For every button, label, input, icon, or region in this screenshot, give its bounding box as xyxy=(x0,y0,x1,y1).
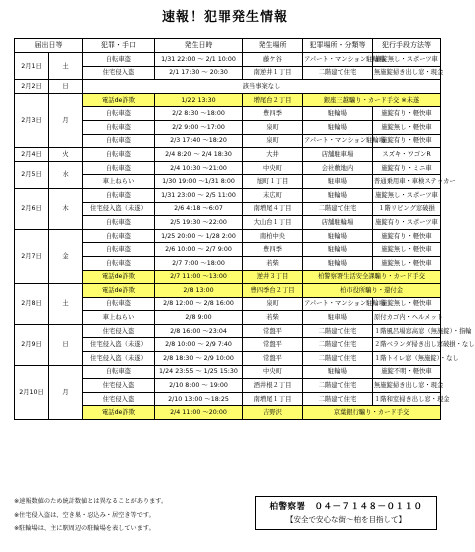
crime-cell: 自転車盗 xyxy=(83,243,155,257)
crime-cell: 電話de詐欺 xyxy=(83,406,155,420)
time-cell: 2/3 17:40 ～18:20 xyxy=(155,134,243,148)
police-contact-box xyxy=(255,496,437,530)
method-cell: ２階ベランダ掃き出し窓破損・なし xyxy=(373,338,441,352)
crime-cell: 自転車盗 xyxy=(83,107,155,121)
method-cell: 施錠有り・スポーツ車 xyxy=(373,216,441,230)
place-cell: 豊四季 xyxy=(243,107,303,121)
category-cell: 二階建て住宅 xyxy=(303,202,373,216)
place-cell: 大山台１丁目 xyxy=(243,216,303,230)
crime-cell: 住宅侵入盗（未遂） xyxy=(83,202,155,216)
header-category: 犯罪場所・分類等 xyxy=(303,39,373,53)
weekday-cell: 金 xyxy=(49,229,83,283)
table-row xyxy=(15,53,441,67)
time-cell: 2/7 7:00 ～18:00 xyxy=(155,256,243,270)
method-cell: １階和室掃き出し窓・現金 xyxy=(373,392,441,406)
weekday-cell: 水 xyxy=(49,161,83,188)
date-cell: 2月2日 xyxy=(15,80,49,94)
crime-cell: 電話de詐欺 xyxy=(83,284,155,298)
place-cell: 若柴 xyxy=(243,256,303,270)
category-cell: 二階建て住宅 xyxy=(303,392,373,406)
category-cell: 駐輪場 xyxy=(303,107,373,121)
time-cell: 1/24 23:55 ～ 1/25 15:30 xyxy=(155,365,243,379)
crime-cell: 自転車盗 xyxy=(83,120,155,134)
date-cell: 2月5日 xyxy=(15,161,49,188)
category-cell: アパート・マンション駐輪場 xyxy=(303,53,373,67)
method-cell: 施錠有り・軽快車 xyxy=(373,229,441,243)
category-cell: 駐輪場 xyxy=(303,120,373,134)
time-cell: 2/4 8:20 ～ 2/4 18:30 xyxy=(155,148,243,162)
weekday-cell: 土 xyxy=(49,53,83,80)
weekday-cell: 火 xyxy=(49,148,83,162)
crime-cell: 電話de詐欺 xyxy=(83,270,155,284)
crime-cell: 自転車盗 xyxy=(83,53,155,67)
place-cell: 豊四季 xyxy=(243,243,303,257)
crime-cell: 自転車盗 xyxy=(83,161,155,175)
place-cell: 藤ケ谷 xyxy=(243,53,303,67)
time-cell: 1/22 13:30 xyxy=(155,93,243,107)
crime-cell: 自転車盗 xyxy=(83,256,155,270)
time-cell: 2/6 10:00 ～ 2/7 9:00 xyxy=(155,243,243,257)
category-cell: 店舗駐輪場 xyxy=(303,216,373,230)
place-cell: 泉町 xyxy=(243,297,303,311)
date-cell: 2月8日 xyxy=(15,284,49,325)
time-cell: 2/4 10:30 ～21:00 xyxy=(155,161,243,175)
place-cell: 吉野沢 xyxy=(243,406,303,420)
date-cell: 2月3日 xyxy=(15,93,49,147)
time-cell: 2/8 16:00 ～23:04 xyxy=(155,324,243,338)
note-line: ※住宅侵入盗は、空き巣・忍込み・居空き等です。 xyxy=(14,511,155,519)
category-cell: 駐輪場 xyxy=(303,229,373,243)
time-cell: 2/2 8:30 ～18:00 xyxy=(155,107,243,121)
category-cell: 二階建て住宅 xyxy=(303,66,373,80)
table-row xyxy=(15,365,441,379)
category-cell: 会社敷地内 xyxy=(303,161,373,175)
time-cell: 2/8 12:00 ～ 2/8 16:00 xyxy=(155,297,243,311)
crime-cell: 電話de詐欺 xyxy=(83,93,155,107)
category-cell: 駐車場 xyxy=(303,175,373,189)
time-cell: 2/8 10:00 ～ 2/9 7:40 xyxy=(155,338,243,352)
category-cell: 京葉銀行騙り・カード手交 xyxy=(303,406,441,420)
category-cell: 二階建て住宅 xyxy=(303,324,373,338)
weekday-cell: 月 xyxy=(49,365,83,419)
place-cell: 逆井３丁目 xyxy=(243,270,303,284)
date-cell: 2月10日 xyxy=(15,365,49,419)
place-cell: 酒井根２丁目 xyxy=(243,379,303,393)
date-cell: 2月6日 xyxy=(15,188,49,229)
table-row xyxy=(15,188,441,202)
note-line: ※速報数値のため統計数値とは異なることがあります。 xyxy=(14,498,168,505)
crime-cell: 自転車盗 xyxy=(83,365,155,379)
method-cell: 施錠不明・軽快車 xyxy=(373,365,441,379)
header-crime: 犯罪・手口 xyxy=(83,39,155,53)
time-cell: 2/10 8:00 ～ 19:00 xyxy=(155,379,243,393)
category-cell: 駐車場 xyxy=(303,311,373,325)
place-cell: 常盤平 xyxy=(243,338,303,352)
place-cell: 豊四季台２丁目 xyxy=(243,284,303,298)
time-cell: 1/25 20:00 ～ 1/28 2:00 xyxy=(155,229,243,243)
method-cell: １階トイレ窓（無施錠）・なし xyxy=(373,352,441,366)
time-cell: 2/4 11:00 ～20:00 xyxy=(155,406,243,420)
place-cell: 旭町１丁目 xyxy=(243,175,303,189)
table-row xyxy=(15,229,441,243)
place-cell: 末広町 xyxy=(243,188,303,202)
method-cell: 施錠無し・スポーツ車 xyxy=(373,53,441,67)
date-cell: 2月9日 xyxy=(15,324,49,365)
note-line: ※駐輪場は、主に駅周辺の駐輪場を表しています。 xyxy=(14,525,155,532)
method-cell: 施錠有り・ミニ車 xyxy=(373,161,441,175)
header-date: 届出日等 xyxy=(15,39,83,53)
crime-cell: 自転車盗 xyxy=(83,216,155,230)
time-cell: 2/8 18:30 ～ 2/9 10:00 xyxy=(155,352,243,366)
table-row xyxy=(15,80,441,94)
weekday-cell: 月 xyxy=(49,93,83,147)
place-cell: 中央町 xyxy=(243,161,303,175)
table-row xyxy=(15,284,441,298)
category-cell: アパート・マンション駐輪場 xyxy=(303,297,373,311)
place-cell: 常盤平 xyxy=(243,352,303,366)
place-cell: 南逆井１丁目 xyxy=(243,66,303,80)
crime-cell: 住宅侵入盗 xyxy=(83,66,155,80)
header-method: 犯行手段方法等 xyxy=(373,39,441,53)
table-header-row xyxy=(15,39,441,53)
category-cell: 銀座三越騙り・カード手交 ※未遂 xyxy=(303,93,441,107)
method-cell: 普通乗用車・車検ステッカー xyxy=(373,175,441,189)
method-cell: １階風呂場窓高窓（無施錠）・指輪 xyxy=(373,324,441,338)
crime-cell: 住宅侵入盗（未遂） xyxy=(83,352,155,366)
place-cell: 南増尾１丁目 xyxy=(243,392,303,406)
category-cell: 店舗駐車場 xyxy=(303,148,373,162)
time-cell: 2/8 9:00 xyxy=(155,311,243,325)
crime-cell: 自転車盗 xyxy=(83,188,155,202)
table-row xyxy=(15,148,441,162)
crime-cell: 自転車盗 xyxy=(83,229,155,243)
place-cell: 南増尾４丁目 xyxy=(243,202,303,216)
date-cell: 2月1日 xyxy=(15,53,49,80)
method-cell: 施錠無し・軽快車 xyxy=(373,256,441,270)
weekday-cell: 日 xyxy=(49,324,83,365)
place-cell: 中央町 xyxy=(243,365,303,379)
table-row xyxy=(15,161,441,175)
crime-cell: 車上ねらい xyxy=(83,311,155,325)
crime-cell: 住宅侵入盗 xyxy=(83,324,155,338)
police-slogan: 【安全で安心な街～柏を目指して】 xyxy=(286,515,406,524)
table-row xyxy=(15,324,441,338)
no-case-cell: 該当事案なし xyxy=(83,80,441,94)
header-time: 発生日時 xyxy=(155,39,243,53)
category-cell: 柏市役所騙り・還付金 xyxy=(303,284,441,298)
weekday-cell: 日 xyxy=(49,80,83,94)
time-cell: 2/2 9:00 ～17:00 xyxy=(155,120,243,134)
category-cell: アパート・マンション駐輪場 xyxy=(303,134,373,148)
category-cell: 駐輪場 xyxy=(303,365,373,379)
method-cell: 施錠有り・軽快車 xyxy=(373,107,441,121)
method-cell: １階リビング窓破損 xyxy=(373,202,441,216)
place-cell: 若柴 xyxy=(243,311,303,325)
method-cell: 施錠無し・スポーツ車 xyxy=(373,188,441,202)
crime-report-table xyxy=(14,38,475,420)
category-cell: 駐輪場 xyxy=(303,188,373,202)
category-cell: 駐輪場 xyxy=(303,243,373,257)
category-cell: 二階建て住宅 xyxy=(303,338,373,352)
table-row xyxy=(15,93,441,107)
method-cell: 無施錠掃き出し窓・現金 xyxy=(373,379,441,393)
place-cell: 大井 xyxy=(243,148,303,162)
page-title: 速報！犯罪発生情報 xyxy=(161,10,288,25)
method-cell: 施錠無し・軽快車 xyxy=(373,243,441,257)
weekday-cell: 木 xyxy=(49,188,83,229)
time-cell: 2/6 4:18 ～6:07 xyxy=(155,202,243,216)
table-body xyxy=(15,53,475,420)
method-cell: 無施錠掃き出し窓・現金 xyxy=(373,66,441,80)
method-cell: 原付カゴ内・ヘルメット xyxy=(373,311,441,325)
category-cell: 駐輪場 xyxy=(303,256,373,270)
date-cell: 2月4日 xyxy=(15,148,49,162)
place-cell: 増尾台２丁目 xyxy=(243,93,303,107)
crime-cell: 住宅侵入盗 xyxy=(83,379,155,393)
method-cell: 施錠有り・軽快車 xyxy=(373,134,441,148)
time-cell: 2/8 13:00 xyxy=(155,284,243,298)
place-cell: 泉町 xyxy=(243,134,303,148)
header-place: 発生場所 xyxy=(243,39,303,53)
crime-cell: 自転車盗 xyxy=(83,134,155,148)
crime-cell: 住宅侵入盗（未遂） xyxy=(83,338,155,352)
crime-cell: 車上ねらい xyxy=(83,175,155,189)
time-cell: 2/10 13:00 ～18:25 xyxy=(155,392,243,406)
place-cell: 常盤平 xyxy=(243,324,303,338)
place-cell: 南柏中央 xyxy=(243,229,303,243)
category-cell: 柏警察署生活安全課騙り・カード手交 xyxy=(303,270,441,284)
weekday-cell: 土 xyxy=(49,284,83,325)
method-cell: 施錠無し・軽快車 xyxy=(373,297,441,311)
time-cell: 2/5 19:30 ～22:00 xyxy=(155,216,243,230)
notes xyxy=(14,495,167,536)
time-cell: 2/7 11:00 ～13:00 xyxy=(155,270,243,284)
place-cell: 泉町 xyxy=(243,120,303,134)
method-cell: 施錠無し・軽快車 xyxy=(373,120,441,134)
time-cell: 2/1 17:30 ～ 20:30 xyxy=(155,66,243,80)
category-cell: 二階建て住宅 xyxy=(303,379,373,393)
category-cell: 二階建て住宅 xyxy=(303,352,373,366)
crime-cell: 住宅侵入盗 xyxy=(83,392,155,406)
time-cell: 1/31 23:00 ～ 2/5 11:00 xyxy=(155,188,243,202)
police-phone: 柏警察署 ０４－７１４８－０１１０ xyxy=(269,502,423,512)
time-cell: 1/30 19:00 ～1/31 8:00 xyxy=(155,175,243,189)
date-cell: 2月7日 xyxy=(15,229,49,283)
crime-cell: 自転車盗 xyxy=(83,148,155,162)
crime-cell: 自転車盗 xyxy=(83,297,155,311)
method-cell: スズキ・ワゴンR xyxy=(373,148,441,162)
time-cell: 1/31 22:00 ～ 2/1 10:00 xyxy=(155,53,243,67)
